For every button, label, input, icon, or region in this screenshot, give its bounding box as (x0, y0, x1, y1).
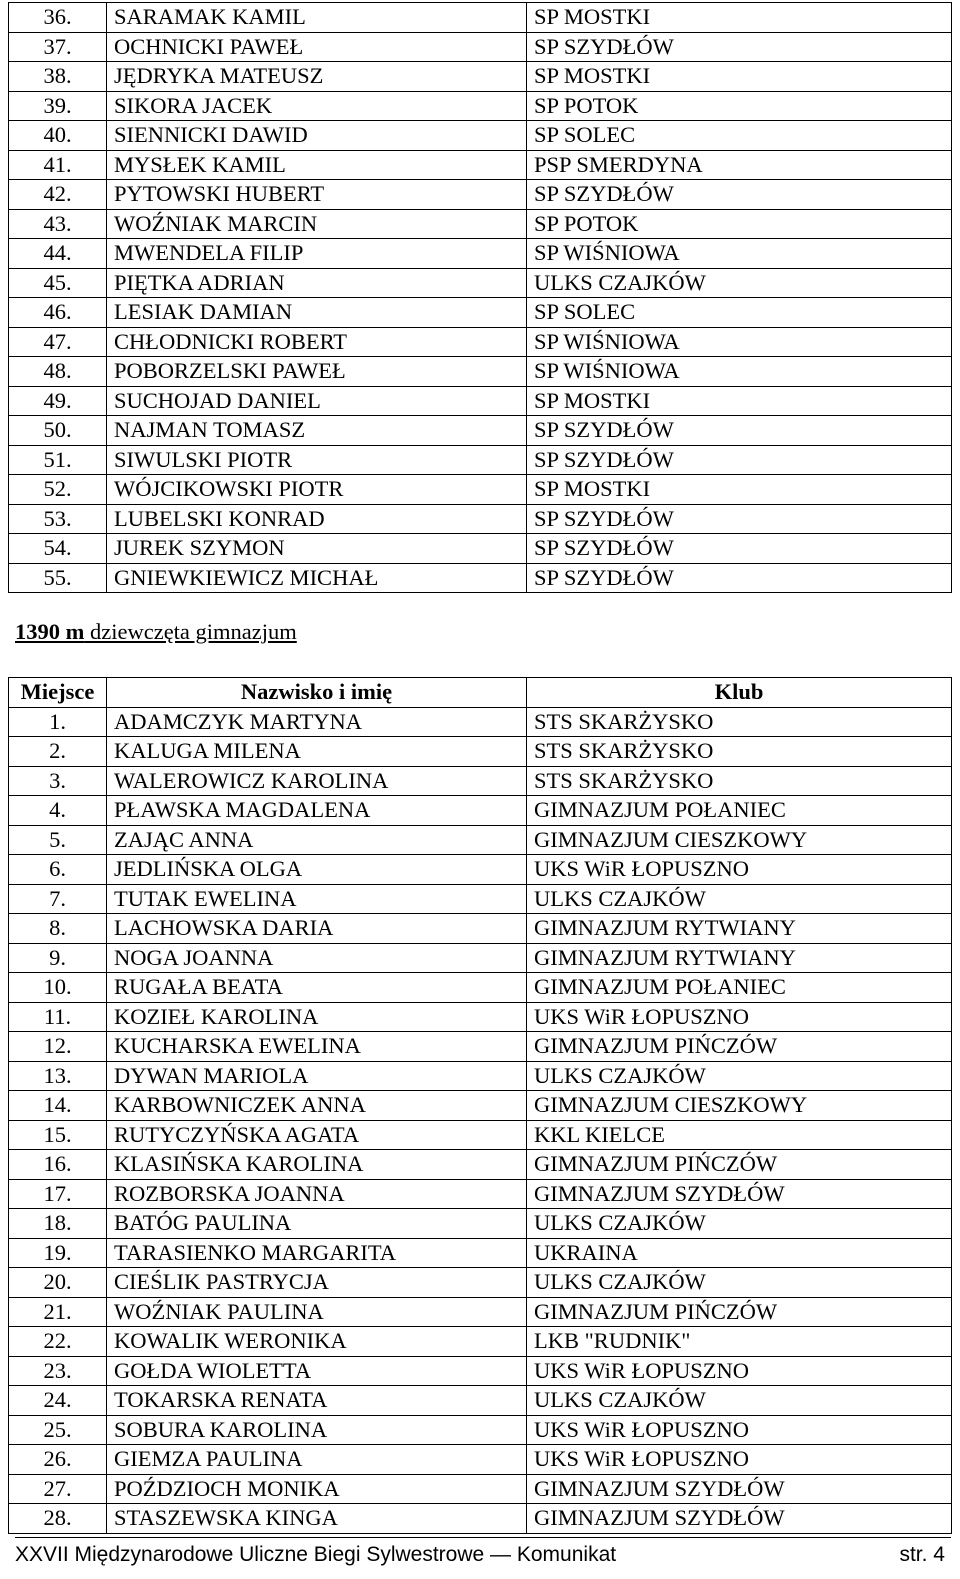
club-cell: SP POTOK (527, 209, 952, 239)
section-heading (15, 619, 297, 645)
table-row (9, 1238, 952, 1268)
club-cell: GIMNAZJUM CIESZKOWY (527, 825, 952, 855)
name-cell: JEDLIŃSKA OLGA (107, 855, 527, 885)
place-cell: 46. (9, 298, 107, 328)
place-cell: 9. (9, 943, 107, 973)
table-row (9, 62, 952, 92)
name-cell: CHŁODNICKI ROBERT (107, 327, 527, 357)
place-cell: 52. (9, 475, 107, 505)
table-row (9, 1091, 952, 1121)
name-cell: SIWULSKI PIOTR (107, 445, 527, 475)
footer-title: XXVII Międzynarodowe Uliczne Biegi Sylwestrowe — Komunikat (15, 1543, 617, 1566)
place-cell: 7. (9, 884, 107, 914)
club-cell: SP WIŚNIOWA (527, 327, 952, 357)
table-row (9, 855, 952, 885)
place-cell: 38. (9, 62, 107, 92)
club-cell: STS SKARŻYSKO (527, 766, 952, 796)
name-cell: KOZIEŁ KAROLINA (107, 1002, 527, 1032)
club-cell: GIMNAZJUM SZYDŁÓW (527, 1504, 952, 1534)
table-row (9, 475, 952, 505)
club-cell: GIMNAZJUM PIŃCZÓW (527, 1297, 952, 1327)
footer-divider (15, 1537, 951, 1538)
name-cell: SOBURA KAROLINA (107, 1415, 527, 1445)
column-header-club: Klub (527, 678, 952, 708)
column-header-name: Nazwisko i imię (107, 678, 527, 708)
place-cell: 43. (9, 209, 107, 239)
name-cell: GIEMZA PAULINA (107, 1445, 527, 1475)
place-cell: 41. (9, 150, 107, 180)
place-cell: 36. (9, 3, 107, 33)
boys-results-table (8, 2, 952, 593)
column-header-place: Miejsce (9, 678, 107, 708)
club-cell: SP MOSTKI (527, 386, 952, 416)
name-cell: KALUGA MILENA (107, 737, 527, 767)
place-cell: 55. (9, 563, 107, 593)
place-cell: 24. (9, 1386, 107, 1416)
name-cell: WALEROWICZ KAROLINA (107, 766, 527, 796)
table-row (9, 796, 952, 826)
name-cell: ADAMCZYK MARTYNA (107, 707, 527, 737)
place-cell: 17. (9, 1179, 107, 1209)
table-header-row (9, 678, 952, 708)
place-cell: 26. (9, 1445, 107, 1475)
name-cell: ROZBORSKA JOANNA (107, 1179, 527, 1209)
place-cell: 2. (9, 737, 107, 767)
place-cell: 54. (9, 534, 107, 564)
name-cell: POBORZELSKI PAWEŁ (107, 357, 527, 387)
table-row (9, 825, 952, 855)
club-cell: SP POTOK (527, 91, 952, 121)
club-cell: UKS WiR ŁOPUSZNO (527, 1356, 952, 1386)
girls-results-table (8, 677, 952, 1534)
name-cell: NAJMAN TOMASZ (107, 416, 527, 446)
table-row (9, 150, 952, 180)
club-cell: ULKS CZAJKÓW (527, 268, 952, 298)
club-cell: SP SOLEC (527, 298, 952, 328)
name-cell: MYSŁEK KAMIL (107, 150, 527, 180)
table-row (9, 1297, 952, 1327)
club-cell: ULKS CZAJKÓW (527, 884, 952, 914)
club-cell: GIMNAZJUM PIŃCZÓW (527, 1150, 952, 1180)
name-cell: MWENDELA FILIP (107, 239, 527, 269)
club-cell: SP WIŚNIOWA (527, 239, 952, 269)
place-cell: 25. (9, 1415, 107, 1445)
club-cell: SP SZYDŁÓW (527, 180, 952, 210)
name-cell: ZAJĄC ANNA (107, 825, 527, 855)
name-cell: CIEŚLIK PASTRYCJA (107, 1268, 527, 1298)
name-cell: KLASIŃSKA KAROLINA (107, 1150, 527, 1180)
club-cell: SP MOSTKI (527, 3, 952, 33)
table-row (9, 707, 952, 737)
table-row (9, 1061, 952, 1091)
club-cell: UKRAINA (527, 1238, 952, 1268)
place-cell: 15. (9, 1120, 107, 1150)
club-cell: GIMNAZJUM POŁANIEC (527, 973, 952, 1003)
place-cell: 51. (9, 445, 107, 475)
name-cell: NOGA JOANNA (107, 943, 527, 973)
place-cell: 48. (9, 357, 107, 387)
club-cell: GIMNAZJUM PIŃCZÓW (527, 1032, 952, 1062)
name-cell: PYTOWSKI HUBERT (107, 180, 527, 210)
table-row (9, 268, 952, 298)
name-cell: OCHNICKI PAWEŁ (107, 32, 527, 62)
club-cell: SP SZYDŁÓW (527, 445, 952, 475)
name-cell: PIĘTKA ADRIAN (107, 268, 527, 298)
place-cell: 42. (9, 180, 107, 210)
name-cell: KARBOWNICZEK ANNA (107, 1091, 527, 1121)
name-cell: WOŹNIAK PAULINA (107, 1297, 527, 1327)
footer-page-number: str. 4 (899, 1543, 945, 1566)
table-row (9, 121, 952, 151)
table-row (9, 504, 952, 534)
table-row (9, 32, 952, 62)
place-cell: 49. (9, 386, 107, 416)
place-cell: 23. (9, 1356, 107, 1386)
place-cell: 8. (9, 914, 107, 944)
club-cell: SP SZYDŁÓW (527, 416, 952, 446)
club-cell: SP SZYDŁÓW (527, 504, 952, 534)
place-cell: 5. (9, 825, 107, 855)
club-cell: GIMNAZJUM POŁANIEC (527, 796, 952, 826)
club-cell: SP WIŚNIOWA (527, 357, 952, 387)
table-row (9, 766, 952, 796)
club-cell: PSP SMERDYNA (527, 150, 952, 180)
place-cell: 18. (9, 1209, 107, 1239)
club-cell: UKS WiR ŁOPUSZNO (527, 855, 952, 885)
place-cell: 47. (9, 327, 107, 357)
club-cell: GIMNAZJUM RYTWIANY (527, 943, 952, 973)
name-cell: POŹDZIOCH MONIKA (107, 1474, 527, 1504)
table-row (9, 357, 952, 387)
place-cell: 20. (9, 1268, 107, 1298)
name-cell: SARAMAK KAMIL (107, 3, 527, 33)
club-cell: UKS WiR ŁOPUSZNO (527, 1415, 952, 1445)
table-row (9, 943, 952, 973)
name-cell: KUCHARSKA EWELINA (107, 1032, 527, 1062)
table-row (9, 1504, 952, 1534)
club-cell: SP SZYDŁÓW (527, 563, 952, 593)
section-distance: 1390 m (15, 619, 85, 644)
table-row (9, 1445, 952, 1475)
club-cell: SP SOLEC (527, 121, 952, 151)
club-cell: SP MOSTKI (527, 62, 952, 92)
table-row (9, 327, 952, 357)
place-cell: 44. (9, 239, 107, 269)
table-row (9, 445, 952, 475)
place-cell: 45. (9, 268, 107, 298)
club-cell: STS SKARŻYSKO (527, 707, 952, 737)
table-row (9, 209, 952, 239)
place-cell: 12. (9, 1032, 107, 1062)
club-cell: ULKS CZAJKÓW (527, 1268, 952, 1298)
name-cell: DYWAN MARIOLA (107, 1061, 527, 1091)
name-cell: JUREK SZYMON (107, 534, 527, 564)
table-row (9, 1002, 952, 1032)
place-cell: 21. (9, 1297, 107, 1327)
section-category: dziewczęta gimnazjum (90, 619, 297, 644)
table-row (9, 91, 952, 121)
table-row (9, 1209, 952, 1239)
club-cell: ULKS CZAJKÓW (527, 1386, 952, 1416)
name-cell: RUTYCZYŃSKA AGATA (107, 1120, 527, 1150)
table-row (9, 3, 952, 33)
table-row (9, 1032, 952, 1062)
table-row (9, 1356, 952, 1386)
name-cell: TUTAK EWELINA (107, 884, 527, 914)
table-row (9, 180, 952, 210)
table-row (9, 298, 952, 328)
table-row (9, 1268, 952, 1298)
name-cell: RUGAŁA BEATA (107, 973, 527, 1003)
table-row (9, 534, 952, 564)
club-cell: GIMNAZJUM SZYDŁÓW (527, 1179, 952, 1209)
club-cell: ULKS CZAJKÓW (527, 1061, 952, 1091)
table-row (9, 1415, 952, 1445)
table-row (9, 1386, 952, 1416)
name-cell: TOKARSKA RENATA (107, 1386, 527, 1416)
table-row (9, 386, 952, 416)
place-cell: 14. (9, 1091, 107, 1121)
club-cell: GIMNAZJUM CIESZKOWY (527, 1091, 952, 1121)
table-row (9, 239, 952, 269)
table-row (9, 884, 952, 914)
name-cell: JĘDRYKA MATEUSZ (107, 62, 527, 92)
club-cell: SP SZYDŁÓW (527, 32, 952, 62)
name-cell: LACHOWSKA DARIA (107, 914, 527, 944)
club-cell: GIMNAZJUM SZYDŁÓW (527, 1474, 952, 1504)
table-row (9, 737, 952, 767)
club-cell: ULKS CZAJKÓW (527, 1209, 952, 1239)
place-cell: 28. (9, 1504, 107, 1534)
place-cell: 53. (9, 504, 107, 534)
name-cell: STASZEWSKA KINGA (107, 1504, 527, 1534)
name-cell: SIKORA JACEK (107, 91, 527, 121)
name-cell: WOŹNIAK MARCIN (107, 209, 527, 239)
place-cell: 1. (9, 707, 107, 737)
table-row (9, 973, 952, 1003)
place-cell: 16. (9, 1150, 107, 1180)
table-row (9, 1327, 952, 1357)
club-cell: UKS WiR ŁOPUSZNO (527, 1002, 952, 1032)
place-cell: 19. (9, 1238, 107, 1268)
place-cell: 37. (9, 32, 107, 62)
place-cell: 4. (9, 796, 107, 826)
place-cell: 6. (9, 855, 107, 885)
name-cell: SUCHOJAD DANIEL (107, 386, 527, 416)
name-cell: GNIEWKIEWICZ MICHAŁ (107, 563, 527, 593)
name-cell: KOWALIK WERONIKA (107, 1327, 527, 1357)
club-cell: SP SZYDŁÓW (527, 534, 952, 564)
club-cell: GIMNAZJUM RYTWIANY (527, 914, 952, 944)
place-cell: 50. (9, 416, 107, 446)
place-cell: 40. (9, 121, 107, 151)
name-cell: SIENNICKI DAWID (107, 121, 527, 151)
place-cell: 11. (9, 1002, 107, 1032)
place-cell: 13. (9, 1061, 107, 1091)
place-cell: 3. (9, 766, 107, 796)
club-cell: KKL KIELCE (527, 1120, 952, 1150)
club-cell: STS SKARŻYSKO (527, 737, 952, 767)
table-row (9, 1150, 952, 1180)
table-row (9, 1179, 952, 1209)
club-cell: UKS WiR ŁOPUSZNO (527, 1445, 952, 1475)
place-cell: 27. (9, 1474, 107, 1504)
club-cell: LKB "RUDNIK" (527, 1327, 952, 1357)
place-cell: 39. (9, 91, 107, 121)
table-row (9, 1474, 952, 1504)
place-cell: 10. (9, 973, 107, 1003)
table-row (9, 416, 952, 446)
table-row (9, 563, 952, 593)
name-cell: TARASIENKO MARGARITA (107, 1238, 527, 1268)
name-cell: BATÓG PAULINA (107, 1209, 527, 1239)
name-cell: WÓJCIKOWSKI PIOTR (107, 475, 527, 505)
name-cell: LUBELSKI KONRAD (107, 504, 527, 534)
name-cell: LESIAK DAMIAN (107, 298, 527, 328)
name-cell: GOŁDA WIOLETTA (107, 1356, 527, 1386)
place-cell: 22. (9, 1327, 107, 1357)
table-row (9, 1120, 952, 1150)
club-cell: SP MOSTKI (527, 475, 952, 505)
name-cell: PŁAWSKA MAGDALENA (107, 796, 527, 826)
table-row (9, 914, 952, 944)
